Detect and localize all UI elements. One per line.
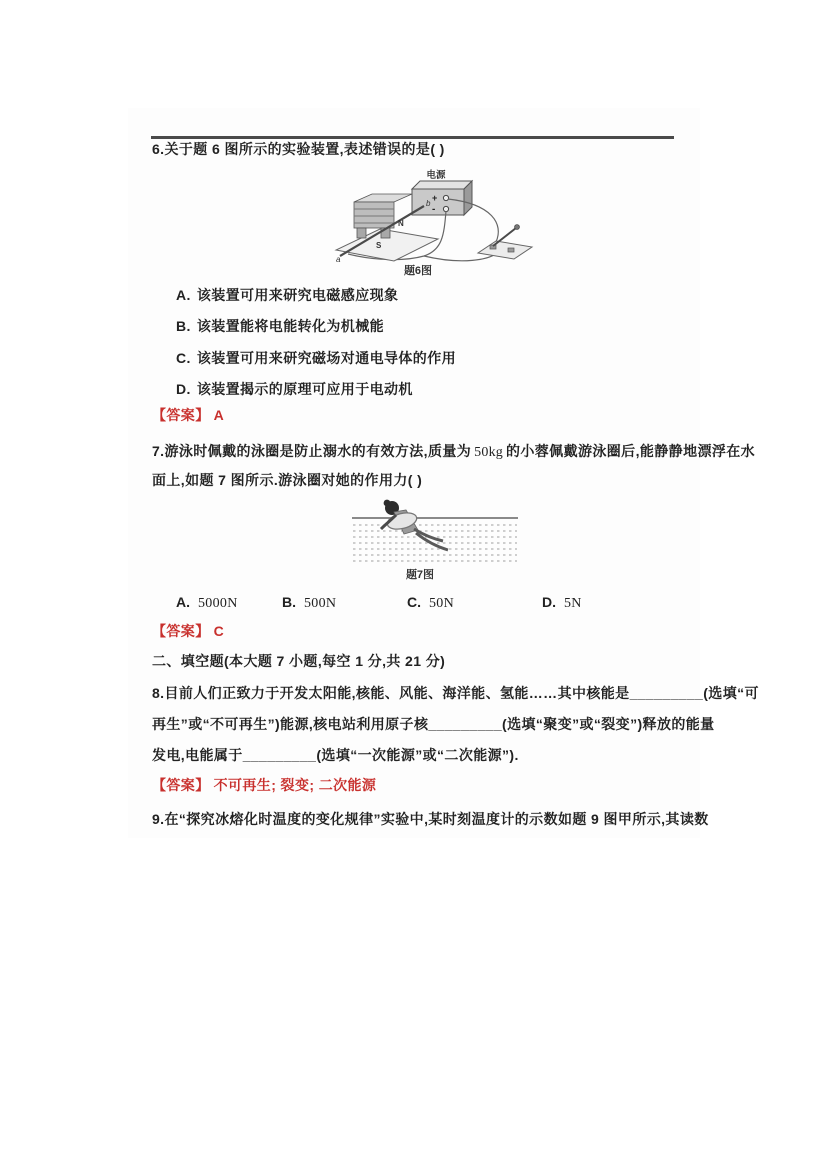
- question-6-option-d: [176, 380, 413, 399]
- question-8-answer: [152, 776, 376, 795]
- power-supply-label: 电源: [426, 170, 446, 181]
- answer-tag: 【答案】: [152, 623, 210, 639]
- question-9-line1: 9.在“探究冰熔化时温度的变化规律”实验中,某时刻温度计的示数如题 9 图甲所示,其读数: [152, 811, 709, 827]
- answer-tag: 【答案】: [152, 407, 210, 423]
- terminal-plus-label: +: [432, 193, 438, 203]
- option-a-label: A.: [176, 594, 190, 610]
- question-8-line3: 发电,电能属于_________(选填“一次能源”或“二次能源”).: [152, 747, 519, 763]
- water-dashes: [353, 525, 517, 561]
- top-divider-line: [151, 136, 674, 139]
- option-b-label: B.: [176, 318, 191, 334]
- question-6-figure-caption: 题6图: [403, 265, 433, 277]
- question-6-option-b: [176, 317, 384, 336]
- question-7-mass-value: 50kg: [474, 445, 503, 460]
- option-a-text: 该装置可用来研究电磁感应现象: [196, 287, 399, 303]
- option-c-label: C.: [407, 594, 421, 610]
- question-6-stem: 6.关于题 6 图所示的实验装置,表述错误的是( ): [152, 141, 445, 157]
- question-6-answer: [152, 406, 224, 425]
- option-c-label: C.: [176, 350, 191, 366]
- answer-value: 不可再生; 裂变; 二次能源: [213, 777, 377, 793]
- section-2-heading: 二、填空题(本大题 7 小题,每空 1 分,共 21 分): [152, 653, 446, 669]
- answer-tag: 【答案】: [152, 777, 210, 793]
- knife-switch: [478, 225, 532, 259]
- question-7-figure-caption: 题7图: [405, 569, 435, 581]
- question-7-stem-line1: [152, 442, 755, 462]
- question-7-figure: [350, 497, 520, 572]
- option-d-value: 5N: [564, 596, 582, 611]
- question-7-stem-post: 的小蓉佩戴游泳圈后,能静静地漂浮在水: [505, 443, 756, 459]
- electromagnetic-apparatus-diagram: [332, 168, 547, 262]
- exam-content-column: [150, 0, 759, 1170]
- question-6-figure: [332, 168, 547, 267]
- terminal-minus-label: -: [432, 204, 436, 215]
- rod-end-b-label: b: [426, 199, 431, 208]
- swimmer-leg-lower: [416, 533, 448, 550]
- magnet-pole-n-label: N: [398, 219, 404, 228]
- option-b-label: B.: [282, 594, 296, 610]
- question-7-option-d: [542, 594, 582, 612]
- option-a-value: 5000N: [198, 596, 238, 611]
- option-b-text: 该装置能将电能转化为机械能: [196, 318, 385, 334]
- swimmer-floating-diagram: [350, 497, 520, 567]
- power-supply-box: [412, 181, 472, 215]
- question-7-option-a: [176, 594, 238, 612]
- question-6-option-c: [176, 349, 456, 368]
- magnet-pole-s-label: S: [376, 241, 382, 250]
- question-8-line1: 8.目前人们正致力于开发太阳能,核能、风能、海洋能、氢能……其中核能是_________(选填“可: [152, 685, 759, 701]
- option-a-label: A.: [176, 287, 191, 303]
- option-d-text: 该装置揭示的原理可应用于电动机: [196, 381, 413, 397]
- option-c-value: 50N: [429, 596, 455, 611]
- question-8-line2: 再生”或“不可再生”)能源,核电站利用原子核_________(选填“聚变”或“裂变”)释放的能量: [152, 716, 715, 732]
- option-b-value: 500N: [304, 596, 337, 611]
- question-6-option-a: [176, 286, 398, 305]
- rod-end-a-label: a: [336, 255, 341, 262]
- question-7-stem-pre: 7.游泳时佩戴的泳圈是防止溺水的有效方法,质量为: [152, 443, 472, 459]
- question-7-answer: [152, 622, 224, 641]
- option-d-label: D.: [542, 594, 556, 610]
- option-c-text: 该装置可用来研究磁场对通电导体的作用: [196, 350, 457, 366]
- answer-value: C: [213, 623, 225, 639]
- question-7-stem-line2: 面上,如题 7 图所示.游泳圈对她的作用力( ): [152, 472, 423, 488]
- question-7-option-c: [407, 594, 454, 612]
- answer-value: A: [213, 407, 225, 423]
- option-d-label: D.: [176, 381, 191, 397]
- question-7-option-b: [282, 594, 336, 612]
